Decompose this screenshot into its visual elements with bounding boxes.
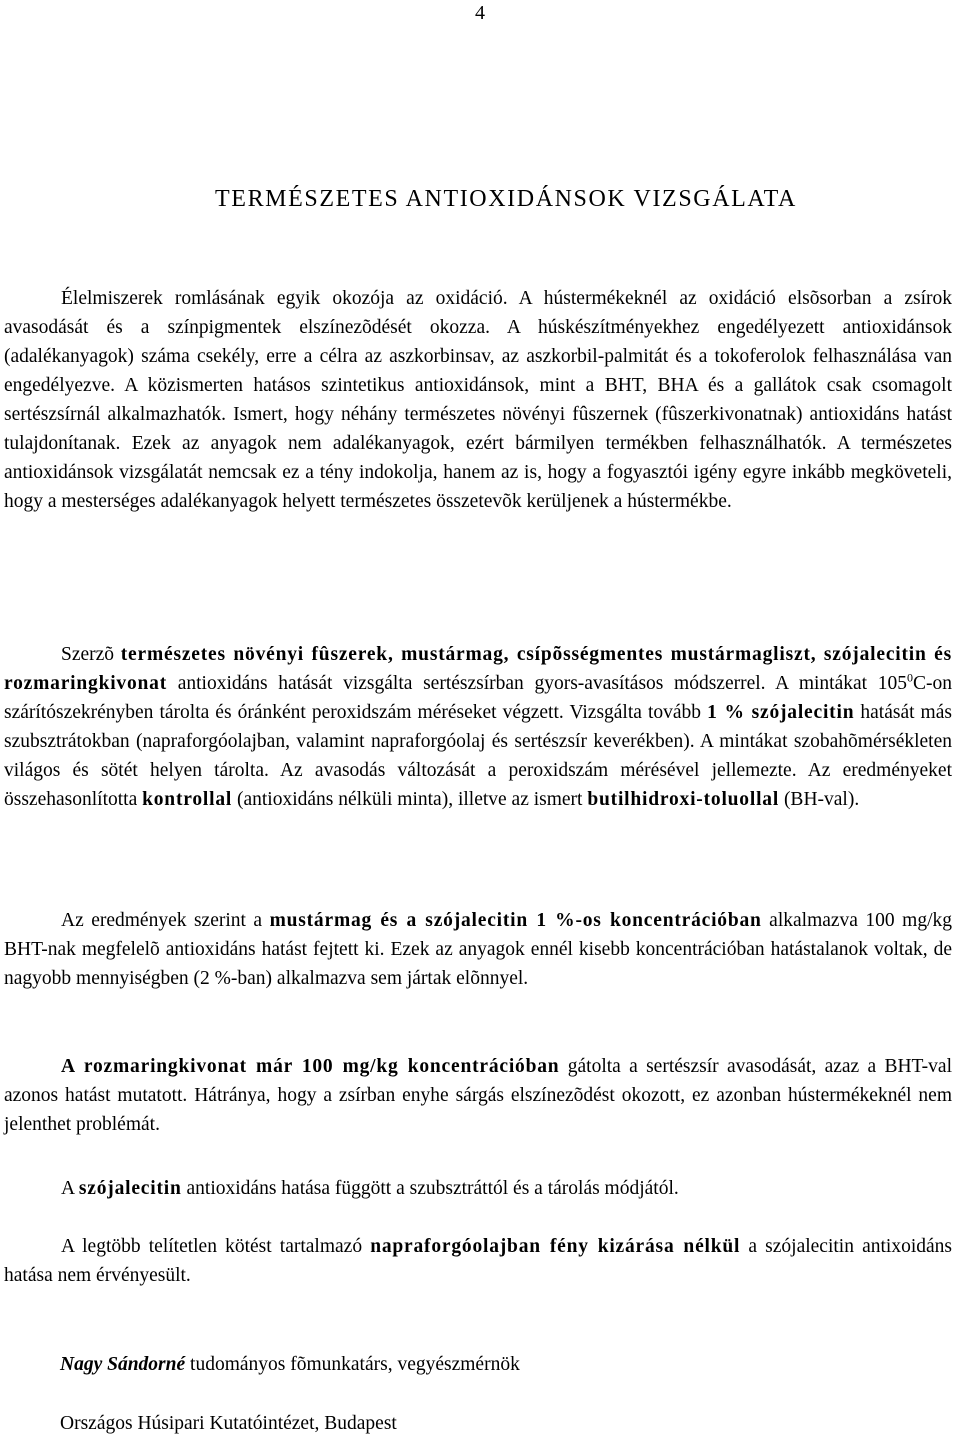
- bold-text: kontrollal: [142, 789, 233, 810]
- author-line: [60, 1350, 520, 1379]
- text: antioxidáns hatását vizsgálta sertészsírban gyors-avasításos módszerrel. A mintákat 105: [167, 673, 907, 694]
- text: Az eredmények szerint a: [61, 910, 270, 931]
- institute-line: Országos Húsipari Kutatóintézet, Budapest: [60, 1413, 397, 1434]
- bold-text: butilhidroxi-toluollal: [587, 789, 780, 810]
- text: gátolta a sertészsír avasodását, azaz a BHT-val azonos hatást mutatott. Hátránya, hogy a zsírban enyhe sárgás elszínezõdést okozott, ez azonban hústermékeknél nem jelenthet problémát.: [4, 1056, 952, 1135]
- paragraph-intro: Élelmiszerek romlásának egyik okozója az oxidáció. A hústermékeknél az oxidáció elsõsorban a zsírok avasodását és a színpigmentek elszínezõdését okozza. A húskészítményekhez engedélyezett antioxidánsok (adalékanyagok) száma csekély, erre a célra az aszkorbinsav, az aszkorbil-palmitát és a tokoferolok felhasználása van engedélyezve. A közismerten hatásos szintetikus antioxidánsok, mint a BHT, BHA és a gallátok csak csomagolt sertészsírnál alkalmazhatók. Ismert, hogy néhány természetes növényi fûszernek (fûszerkivonatnak) antioxidáns hatást tulajdonítanak. Ezek az anyagok nem adalékanyagok, ezért bármilyen termékben felhasználhatók. A természetes antioxidánsok vizsgálatát nemcsak ez a tény indokolja, hanem az is, hogy a fogyasztói igény egyre inkább megköveteli, hogy a mesterséges adalékanyagok helyett természetes összetevõk kerüljenek a hústermékbe.: [4, 288, 952, 512]
- text: Szerzõ: [61, 644, 121, 665]
- bold-text: mustármag és a szójalecitin 1 %-os koncentrációban: [269, 910, 762, 931]
- document-title: TERMÉSZETES ANTIOXIDÁNSOK VIZSGÁLATA: [215, 186, 797, 212]
- text: A: [61, 1178, 79, 1199]
- text: antioxidáns hatása függött a szubsztráttól és a tárolás módjától.: [181, 1178, 679, 1199]
- bold-text: szójalecitin: [78, 1178, 182, 1199]
- text: a szójalecitin antixoidáns hatása nem érvényesült.: [4, 1236, 952, 1286]
- author-name: Nagy Sándorné: [60, 1354, 186, 1375]
- paragraph-results: [4, 906, 952, 993]
- bold-text: napraforgóolajban fény kizárása nélkül: [370, 1236, 741, 1257]
- bold-text: természetes növényi fûszerek, mustármag, csípõsségmentes mustármagliszt, szójalecitin és rozmaringkivonat: [4, 644, 952, 694]
- bold-text: A rozmaringkivonat már 100 mg/kg koncentrációban: [61, 1056, 560, 1077]
- text: hatását más szubsztrátokban (napraforgóolajban, valamint napraforgóolaj és sertészsír keverékben). A mintákat szobahõmérsékleten világos és sötét helyen tárolta. Az avasodás változását a peroxidszám mérésével jellemezte. Az eredményeket összehasonlította: [4, 702, 952, 810]
- paragraph-rosemary: [4, 1052, 952, 1139]
- text: (antioxidáns nélküli minta), illetve az ismert: [232, 789, 588, 810]
- text: (BH-val).: [779, 789, 860, 810]
- paragraph-lecithin: [4, 1174, 952, 1203]
- page-number: 4: [475, 2, 485, 24]
- author-role: tudományos fõmunkatárs, vegyészmérnök: [185, 1354, 520, 1375]
- paragraph-methods: [4, 640, 952, 814]
- text: A legtöbb telítetlen kötést tartalmazó: [61, 1236, 371, 1257]
- bold-text: 1 % szójalecitin: [707, 702, 855, 723]
- text: C-on szárítószekrényben tárolta és óránként peroxidszám méréseket végzett. Vizsgálta tovább: [4, 673, 952, 723]
- paragraph-sunflower: [4, 1232, 952, 1290]
- superscript: 0: [907, 670, 913, 685]
- text: alkalmazva 100 mg/kg BHT-nak megfelelõ antioxidáns hatást fejtett ki. Ezek az anyagok ennél kisebb koncentrációban hatástalanok voltak, de nagyobb mennyiségben (2 %-ban) alkalmazva sem jártak elõnnyel.: [4, 910, 952, 989]
